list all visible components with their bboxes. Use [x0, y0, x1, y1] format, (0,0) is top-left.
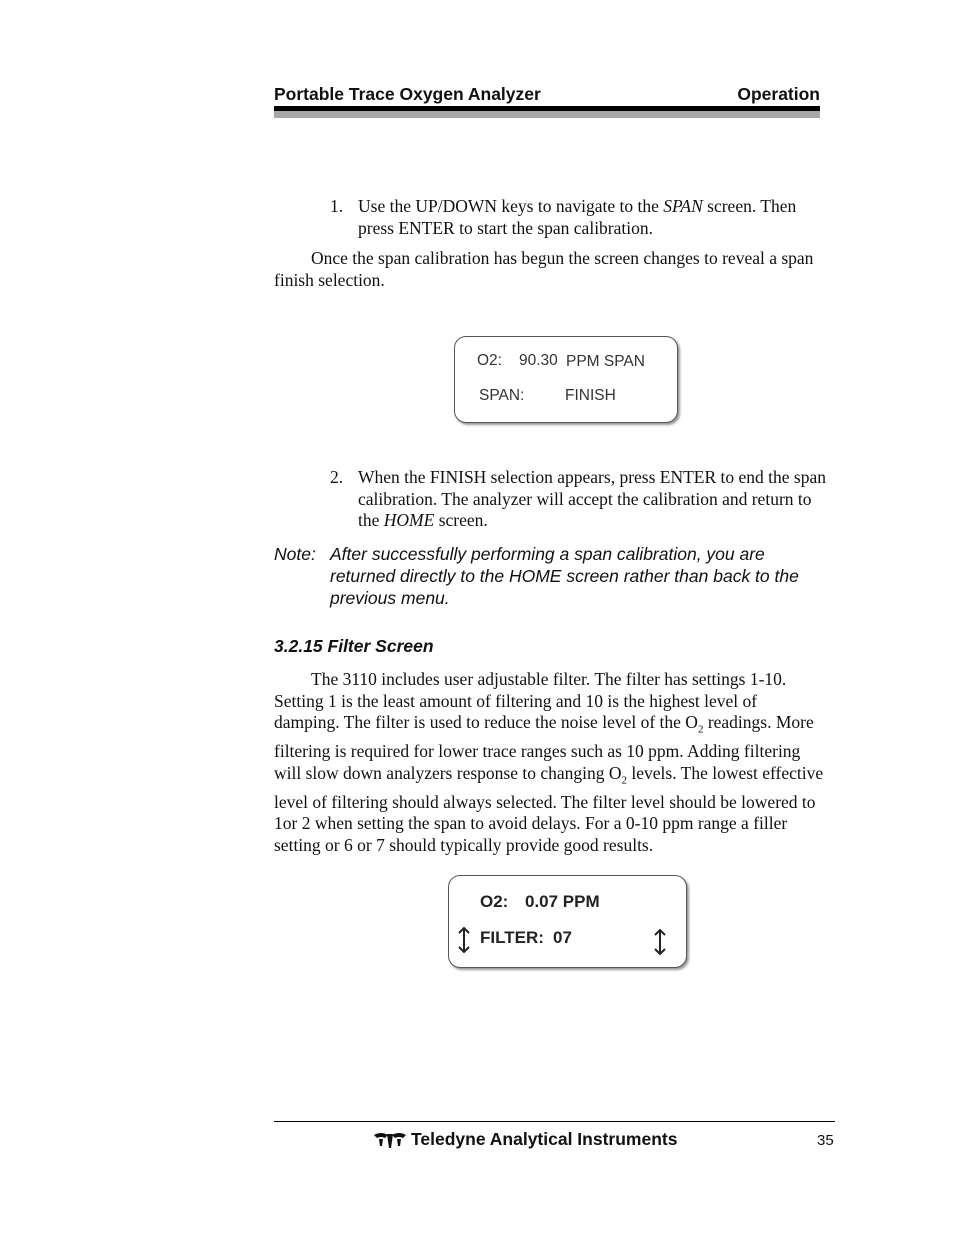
footer-company: Teledyne Analytical Instruments	[411, 1129, 678, 1149]
screen-name: SPAN	[663, 196, 703, 216]
lcd-display-span	[454, 336, 678, 423]
lcd-o2-value: 0.07 PPM	[525, 892, 600, 911]
screen-name: HOME	[383, 510, 435, 530]
step-number: 2.	[330, 467, 344, 487]
document-title: Portable Trace Oxygen Analyzer	[274, 84, 541, 104]
step-text: When the FINISH selection appears, press ENTER to end the span calibration. The analyzer will accept the calibration and return to the HOME screen.	[358, 467, 827, 530]
lcd-o2-value: 90.30	[519, 352, 558, 369]
section-name: Operation	[737, 84, 820, 104]
section-heading: 3.2.15 Filter Screen	[274, 636, 434, 656]
lcd-span-label: SPAN:	[479, 387, 525, 404]
paragraph-filter: The 3110 includes user adjustable filter. The filter has settings 1-10. Setting 1 is the least amount of filtering and 10 is the highest level of damping. The filter is used to reduce the noise level of the $O_2$ readings. More filtering is required for lower trace ranges such as 10 ppm. Adding filtering will slow down analyzers response to changing $O_2$ levels. The lowest effective level of filtering should always selected. The filter level should be lowered to 1or 2 when setting the span to avoid delays. For a 0-10 ppm range a filler setting or 6 or 7 should typically provide good results.	[274, 669, 824, 855]
note-label: Note:	[274, 544, 316, 564]
teledyne-logo-icon	[373, 1131, 407, 1149]
up-down-arrow-icon	[653, 928, 667, 956]
lcd-filter-label: FILTER:	[480, 928, 544, 947]
step-number: 1.	[330, 196, 344, 216]
lcd-o2-label: O2:	[480, 892, 509, 911]
footer-rule	[274, 1121, 835, 1122]
page-header	[274, 84, 820, 106]
header-rule-shadow	[274, 111, 820, 118]
lcd-finish-option: FINISH	[565, 387, 616, 404]
lcd-display-filter	[448, 875, 687, 968]
lcd-o2-label: O2:	[477, 352, 502, 369]
note-text: After successfully performing a span calibration, you are returned directly to the HOME screen rather than back to the previous menu.	[330, 544, 799, 608]
page-number: 35	[817, 1132, 834, 1149]
step-text: Use the UP/DOWN keys to navigate to the SPAN screen. Then press ENTER to start the span calibration.	[358, 196, 797, 238]
up-down-arrow-icon	[457, 926, 471, 954]
lcd-o2-unit: PPM SPAN	[566, 353, 645, 370]
paragraph-span-finish: Once the span calibration has begun the screen changes to reveal a span finish selection.	[274, 248, 814, 290]
lcd-filter-value: 07	[553, 928, 572, 947]
